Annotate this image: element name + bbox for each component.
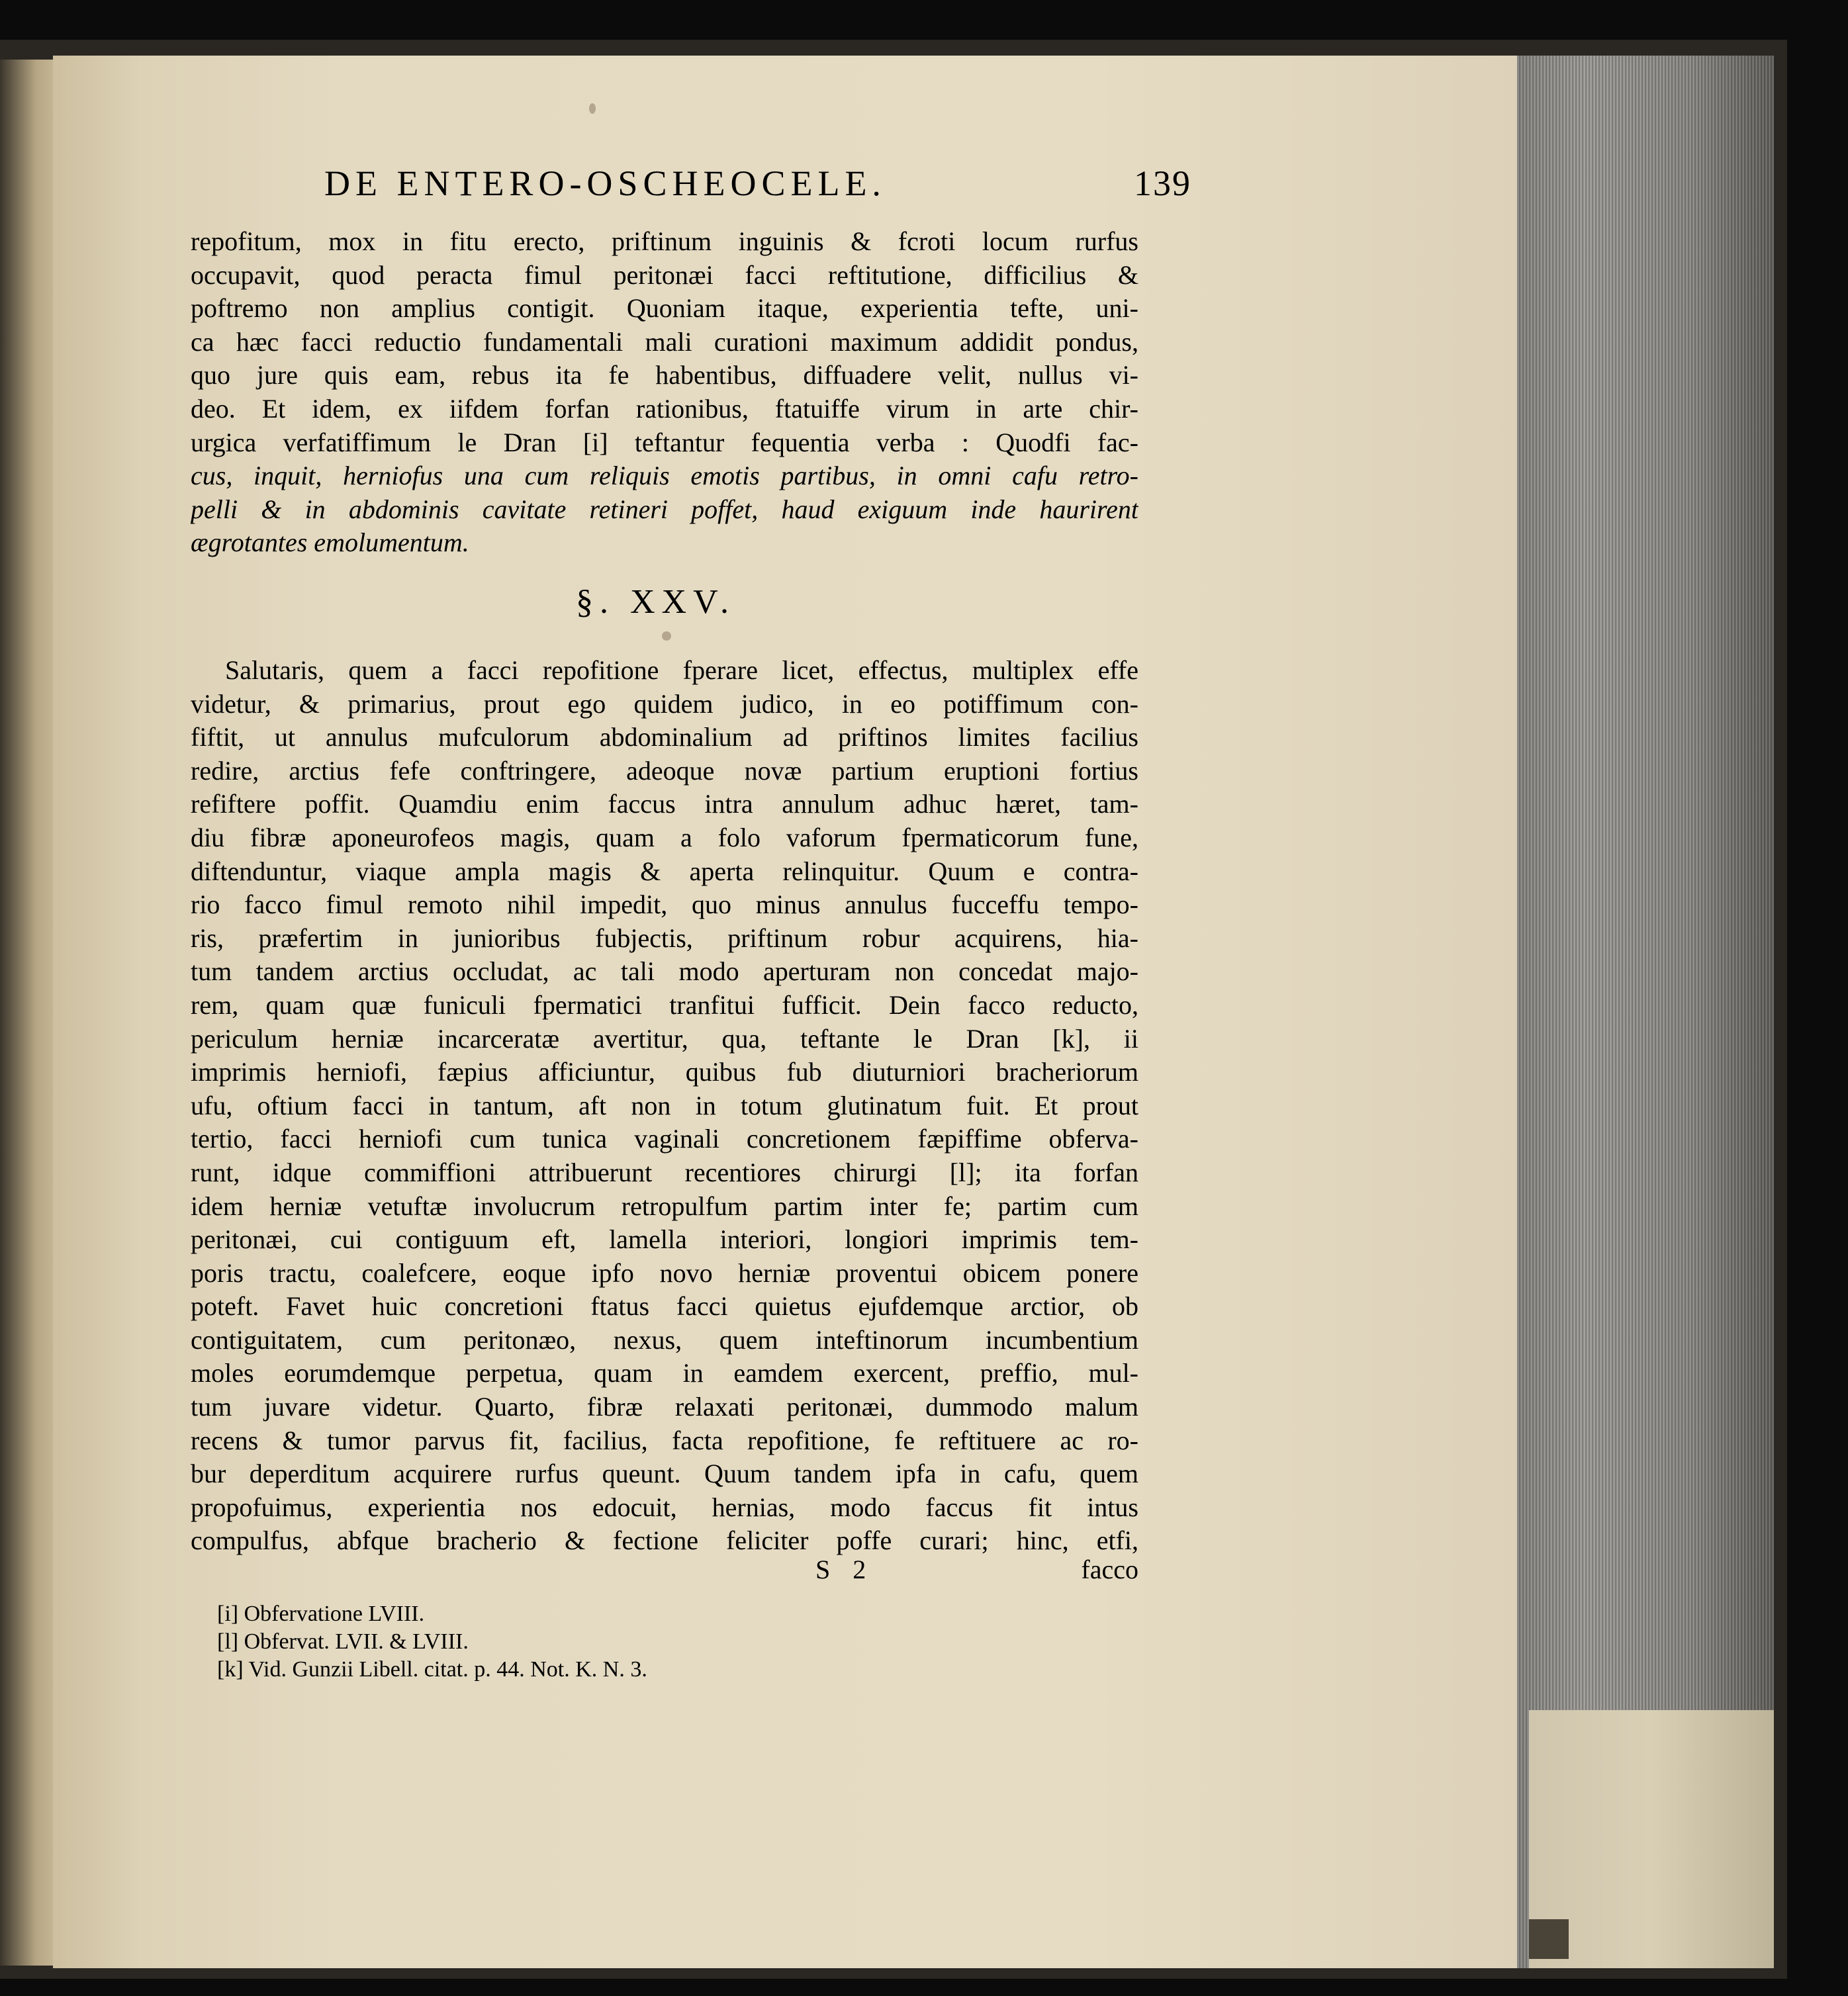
text-line: tum juvare videtur. Quarto, fibræ relaxati peritonæi, dummodo malum bbox=[191, 1392, 1138, 1422]
text-line: contiguitatem, cum peritonæo, nexus, quem inteftinorum incumbentium bbox=[191, 1324, 1138, 1355]
text-line: ægrotantes emolumentum. bbox=[191, 527, 469, 558]
text-line: tertio, facci herniofi cum tunica vaginali concretionem fæpiffime obferva- bbox=[191, 1124, 1138, 1154]
text-line: rio facco fimul remoto nihil impedit, quo minus annulus fucceffu tempo- bbox=[191, 889, 1138, 920]
text-line: Salutaris, quem a facci repofitione fperare licet, effectus, multiplex effe bbox=[225, 655, 1138, 685]
ink-spot bbox=[589, 103, 596, 114]
text-line: moles eorumdemque perpetua, quam in eamdem exercent, preffio, mul- bbox=[191, 1358, 1138, 1388]
text-line: repofitum, mox in fitu erecto, priftinum inguinis & fcroti locum rurfus bbox=[191, 226, 1138, 256]
text-line: refiftere poffit. Quamdiu enim faccus intra annulum adhuc hæret, tam- bbox=[191, 789, 1138, 819]
text-line: bur deperditum acquirere rurfus queunt. Quum tandem ipfa in cafu, quem bbox=[191, 1459, 1138, 1489]
text-line: ca hæc facci reductio fundamentali mali curationi maximum addidit pondus, bbox=[191, 326, 1138, 357]
text-line: poftremo non amplius contigit. Quoniam itaque, experientia tefte, uni- bbox=[191, 293, 1138, 324]
running-title: DE ENTERO-OSCHEOCELE. bbox=[324, 163, 886, 203]
footnotes bbox=[217, 1600, 879, 1684]
running-header bbox=[324, 163, 1191, 216]
text-line: urgica verfatiffimum le Dran [i] teftantur fequentia verba : Quodfi fac- bbox=[191, 427, 1138, 457]
paragraph-1 bbox=[191, 225, 1138, 560]
text-line: cus, inquit, herniofus una cum reliquis emotis partibus, in omni cafu retro- bbox=[191, 461, 1138, 491]
footnote: [l] Obfervat. LVII. & LVIII. bbox=[217, 1629, 469, 1654]
text-line: tum tandem arctius occludat, ac tali modo aperturam non concedat majo- bbox=[191, 956, 1138, 987]
text-line: propofuimus, experientia nos edocuit, hernias, modo faccus fit intus bbox=[191, 1492, 1138, 1522]
text-line: diftenduntur, viaque ampla magis & aperta relinquitur. Quum e contra- bbox=[191, 856, 1138, 886]
paragraph-2 bbox=[191, 654, 1138, 1558]
section-heading: §. XXV. bbox=[576, 583, 735, 621]
text-line: recens & tumor parvus fit, facilius, facta repofitione, fe reftituere ac ro- bbox=[191, 1425, 1138, 1455]
text-line: rem, quam quæ funiculi fpermatici tranfitui fufficit. Dein facco reducto, bbox=[191, 989, 1138, 1020]
text-line: idem herniæ vetuftæ involucrum retropulfum partim inter fe; partim cum bbox=[191, 1191, 1138, 1221]
text-line: compulfus, abfque bracherio & fectione feliciter poffe curari; hinc, etfi, bbox=[191, 1525, 1138, 1556]
ink-spot bbox=[662, 631, 671, 641]
text-line: periculum herniæ incarceratæ avertitur, qua, teftante le Dran [k], ii bbox=[191, 1023, 1138, 1054]
text-line: runt, idque commiffioni attribuerunt recentiores chirurgi [l]; ita forfan bbox=[191, 1157, 1138, 1187]
footnote: [i] Obfervatione LVIII. bbox=[217, 1602, 425, 1626]
text-line: ris, præfertim in junioribus fubjectis, priftinum robur acquirens, hia- bbox=[191, 923, 1138, 953]
text-line: redire, arctius fefe conftringere, adeoque novæ partium eruptioni fortius bbox=[191, 755, 1138, 786]
page-number: 139 bbox=[1134, 163, 1191, 203]
catchword: facco bbox=[1081, 1555, 1138, 1584]
bookmark-corner bbox=[1529, 1919, 1569, 1959]
text-line: fiftit, ut annulus mufculorum abdominalium ad priftinos limites facilius bbox=[191, 722, 1138, 752]
text-line: occupavit, quod peracta fimul peritonæi facci reftitutione, difficilius & bbox=[191, 259, 1138, 290]
text-line: videtur, & primarius, prout ego quidem judico, in eo potiffimum con- bbox=[191, 688, 1138, 719]
page-fore-edge bbox=[1502, 56, 1774, 1968]
text-line: pelli & in abdominis cavitate retineri poffet, haud exiguum inde haurirent bbox=[191, 494, 1138, 524]
text-line: poris tractu, coalefcere, eoque ipfo novo herniæ proventui obicem ponere bbox=[191, 1257, 1138, 1288]
text-line: imprimis herniofi, fæpius afficiuntur, quibus fub diuturniori bracheriorum bbox=[191, 1057, 1138, 1087]
text-line: poteft. Favet huic concretioni ftatus facci quietus ejufdemque arctior, ob bbox=[191, 1291, 1138, 1322]
signature-mark: S 2 bbox=[815, 1555, 874, 1584]
text-line: quo jure quis eam, rebus ita fe habentibus, diffuadere velit, nullus vi- bbox=[191, 360, 1138, 390]
footnote: [k] Vid. Gunzii Libell. citat. p. 44. Not. K. N. 3. bbox=[217, 1657, 647, 1682]
text-line: peritonæi, cui contiguum eft, lamella interiori, longiori imprimis tem- bbox=[191, 1224, 1138, 1255]
text-line: diu fibræ aponeurofeos magis, quam a folo vaforum fpermaticorum fune, bbox=[191, 822, 1138, 852]
text-line: deo. Et idem, ex iifdem forfan rationibus, ftatuiffe virum in arte chir- bbox=[191, 393, 1138, 424]
text-line: ufu, oftium facci in tantum, aft non in totum glutinatum fuit. Et prout bbox=[191, 1090, 1138, 1120]
catchword-line bbox=[191, 1554, 1138, 1587]
